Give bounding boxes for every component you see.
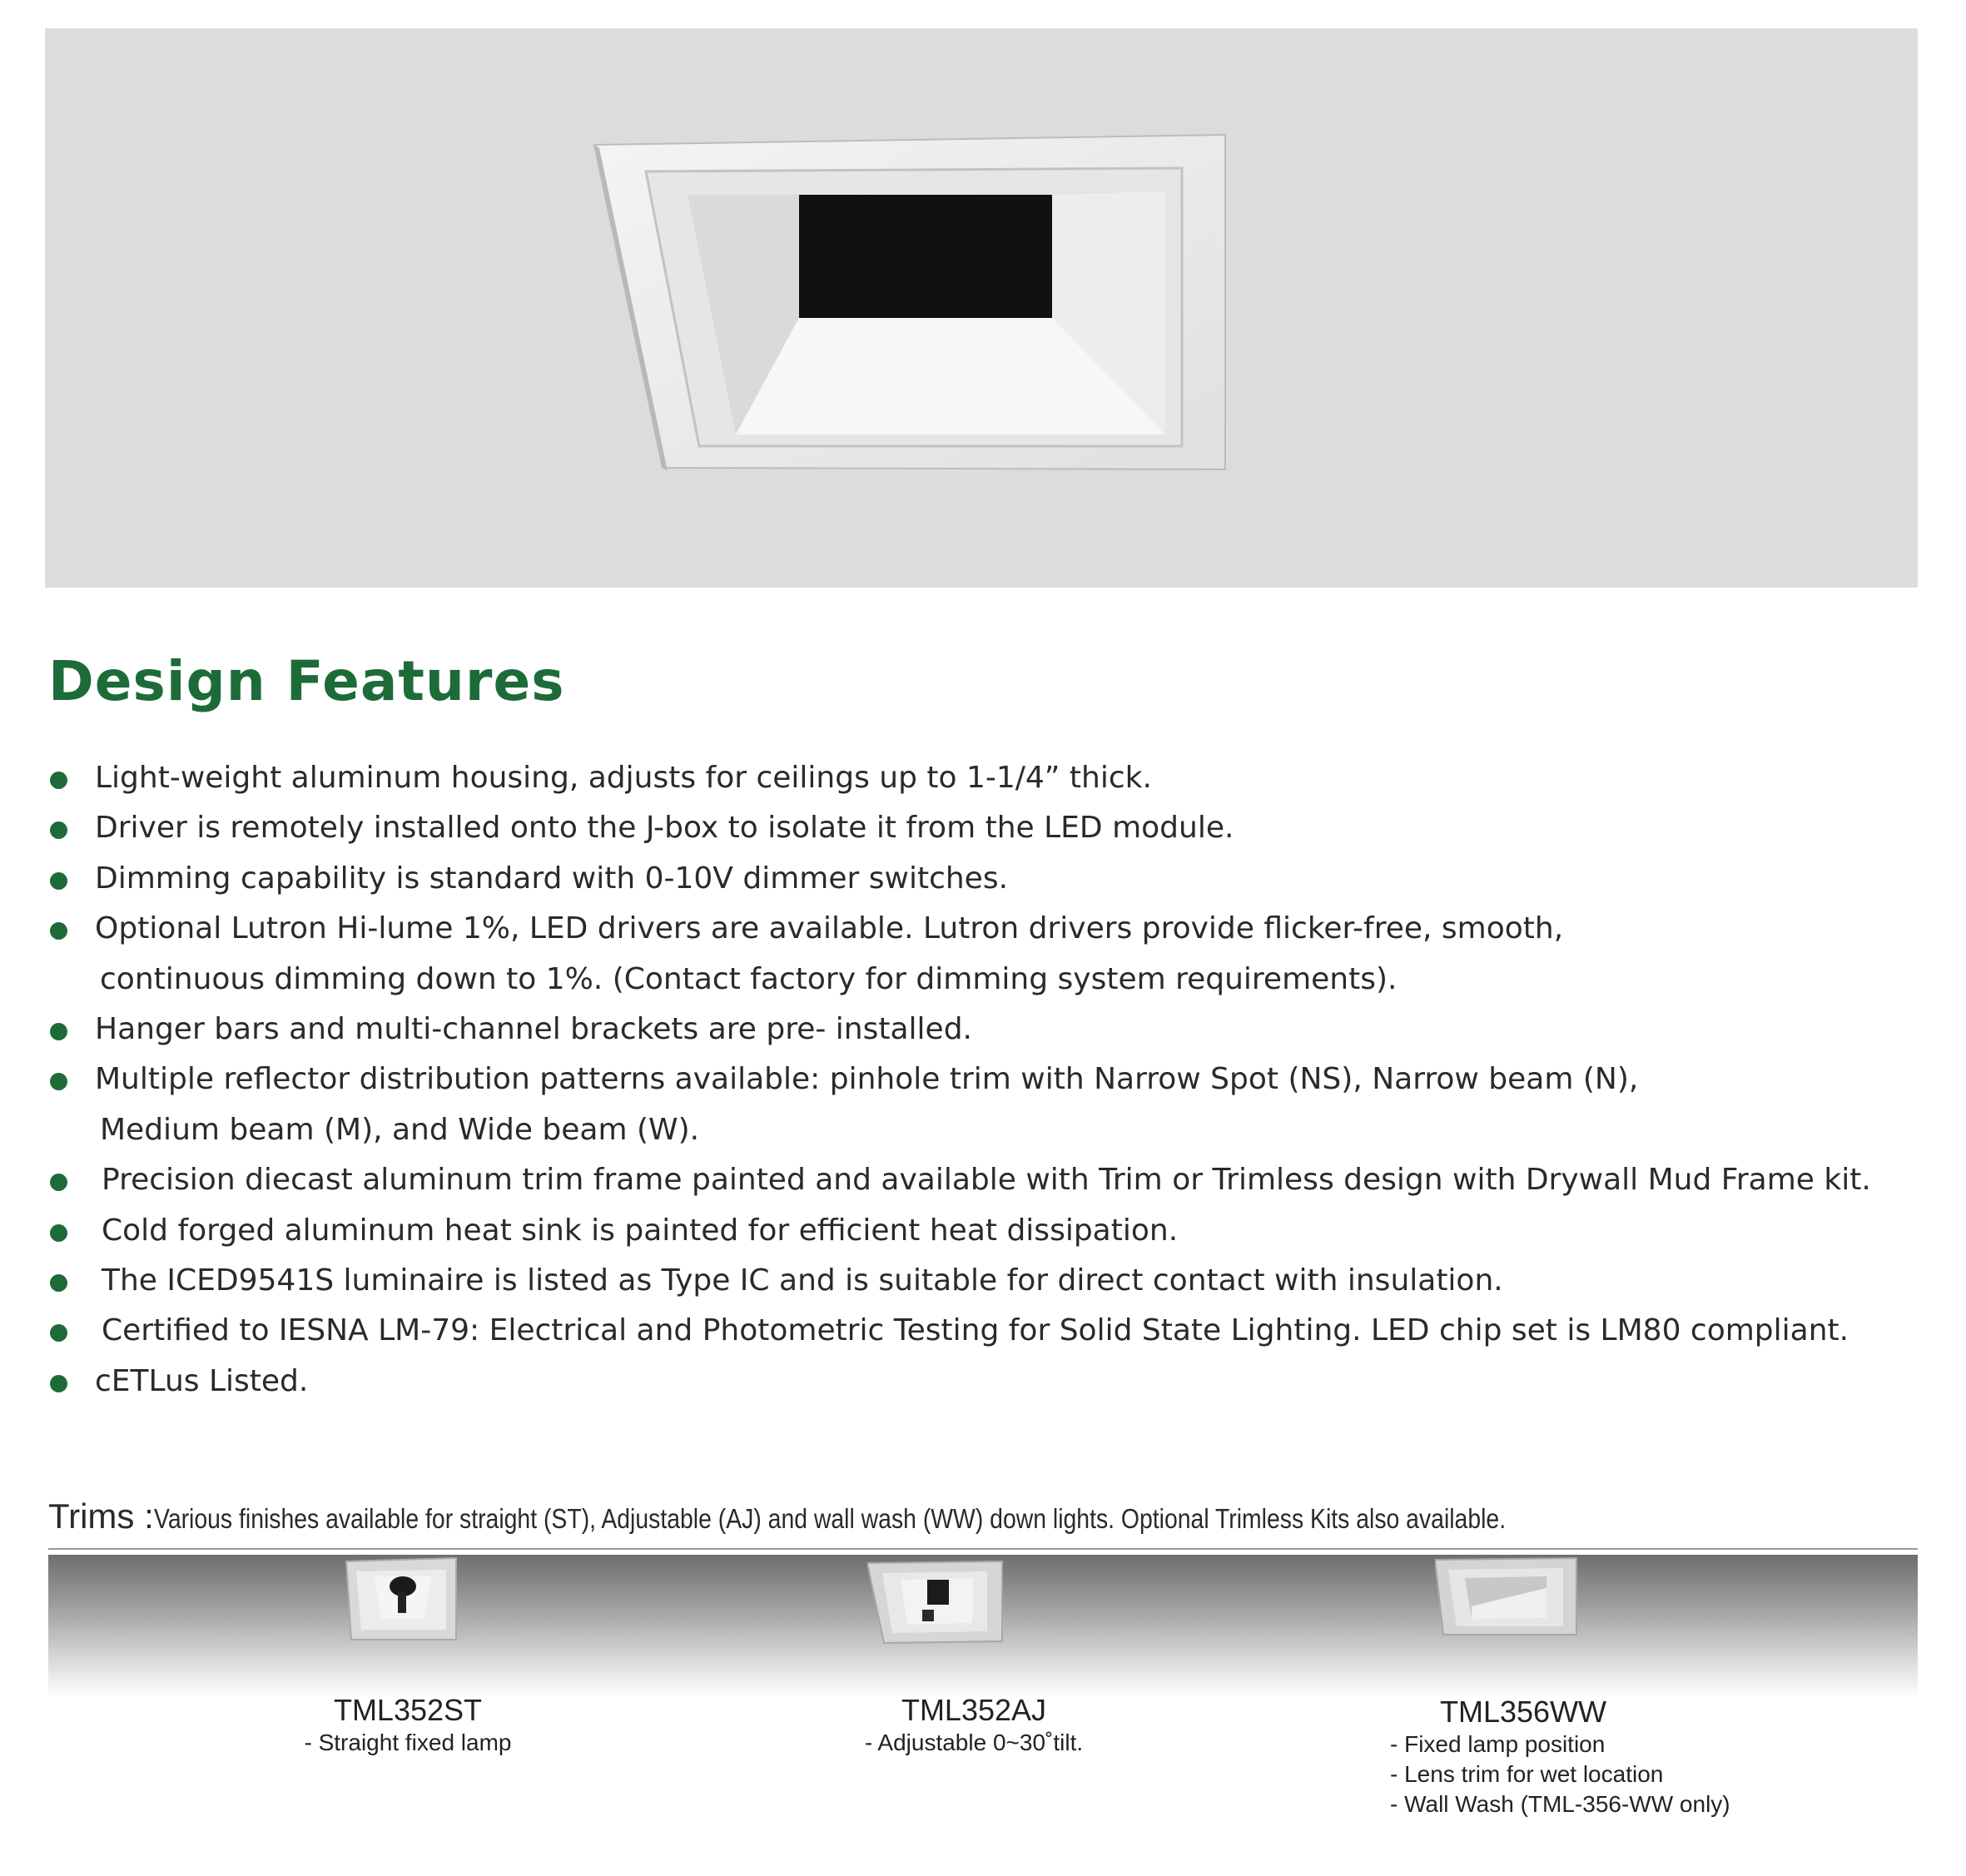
design-features-list [48, 753, 1929, 1407]
bullet-icon [50, 821, 67, 839]
model-name: TML352AJ [901, 1693, 1047, 1727]
list-item: Hanger bars and multi-channel brackets are pre- installed. [48, 1005, 1929, 1055]
model-note: - Straight fixed lamp [304, 1730, 512, 1755]
bullet-icon [50, 1274, 67, 1292]
product-photo [45, 28, 1918, 588]
model-name: TML352ST [333, 1693, 483, 1727]
trims-description: Various finishes available for straight (ST), Adjustable (AJ) and wall wash (WW) down lights. Optional Trimless Kits also available. [153, 1503, 1506, 1534]
trims-label: Trims : [48, 1496, 154, 1536]
bullet-icon [50, 922, 67, 940]
model-note: - Lens trim for wet location [1390, 1761, 1664, 1787]
bullet-icon [50, 1023, 67, 1040]
bullet-icon [50, 1174, 67, 1191]
page-title: Design Features [48, 649, 565, 713]
bullet-icon [50, 872, 67, 890]
model-name: TML356WW [1440, 1695, 1607, 1729]
list-item: Multiple reflector distribution patterns available: pinhole trim with Narrow Spot (NS), Narrow beam (N), Medium beam (M), and Wide beam (W). [48, 1055, 1929, 1155]
wall-wash-trim-icon [1435, 1555, 1578, 1638]
recessed-downlight-illustration [45, 28, 1918, 588]
list-item: The ICED9541S luminaire is listed as Type IC and is suitable for direct contact with insulation. [48, 1256, 1929, 1306]
model-note: - Wall Wash (TML-356-WW only) [1390, 1791, 1730, 1817]
bullet-icon [50, 1324, 67, 1342]
trims-caption [48, 1496, 1918, 1536]
trim-model-tml352st [250, 1693, 566, 1758]
bullet-icon [50, 1073, 67, 1090]
straight-trim-icon [345, 1555, 461, 1646]
model-note: - Fixed lamp position [1390, 1731, 1606, 1757]
list-item: Cold forged aluminum heat sink is painted for efficient heat dissipation. [48, 1206, 1929, 1256]
list-item: Dimming capability is standard with 0-10V dimmer switches. [48, 854, 1929, 904]
bullet-icon [50, 772, 67, 789]
bullet-icon [50, 1375, 67, 1392]
trim-model-tml352aj [807, 1693, 1140, 1758]
list-item: Certified to IESNA LM-79: Electrical and Photometric Testing for Solid State Lighting. LED chip set is LM80 compliant. [48, 1306, 1929, 1356]
trim-model-tml356ww [1390, 1695, 1756, 1819]
list-item: Light-weight aluminum housing, adjusts for ceilings up to 1-1/4” thick. [48, 753, 1929, 803]
list-item: Precision diecast aluminum trim frame painted and available with Trim or Trimless design with Drywall Mud Frame kit. [48, 1155, 1929, 1205]
divider [48, 1548, 1918, 1550]
trims-image-band [48, 1555, 1918, 1698]
bullet-icon [50, 1224, 67, 1242]
model-note: - Adjustable 0~30˚tilt. [864, 1730, 1084, 1755]
list-item: Optional Lutron Hi-lume 1%, LED drivers are available. Lutron drivers provide flicker-free, smooth, continuous dimming down to 1%. (Contact factory for dimming system requirements). [48, 904, 1929, 1005]
list-item: cETLus Listed. [48, 1357, 1929, 1407]
list-item: Driver is remotely installed onto the J-box to isolate it from the LED module. [48, 803, 1929, 853]
adjustable-trim-icon [867, 1555, 1005, 1648]
